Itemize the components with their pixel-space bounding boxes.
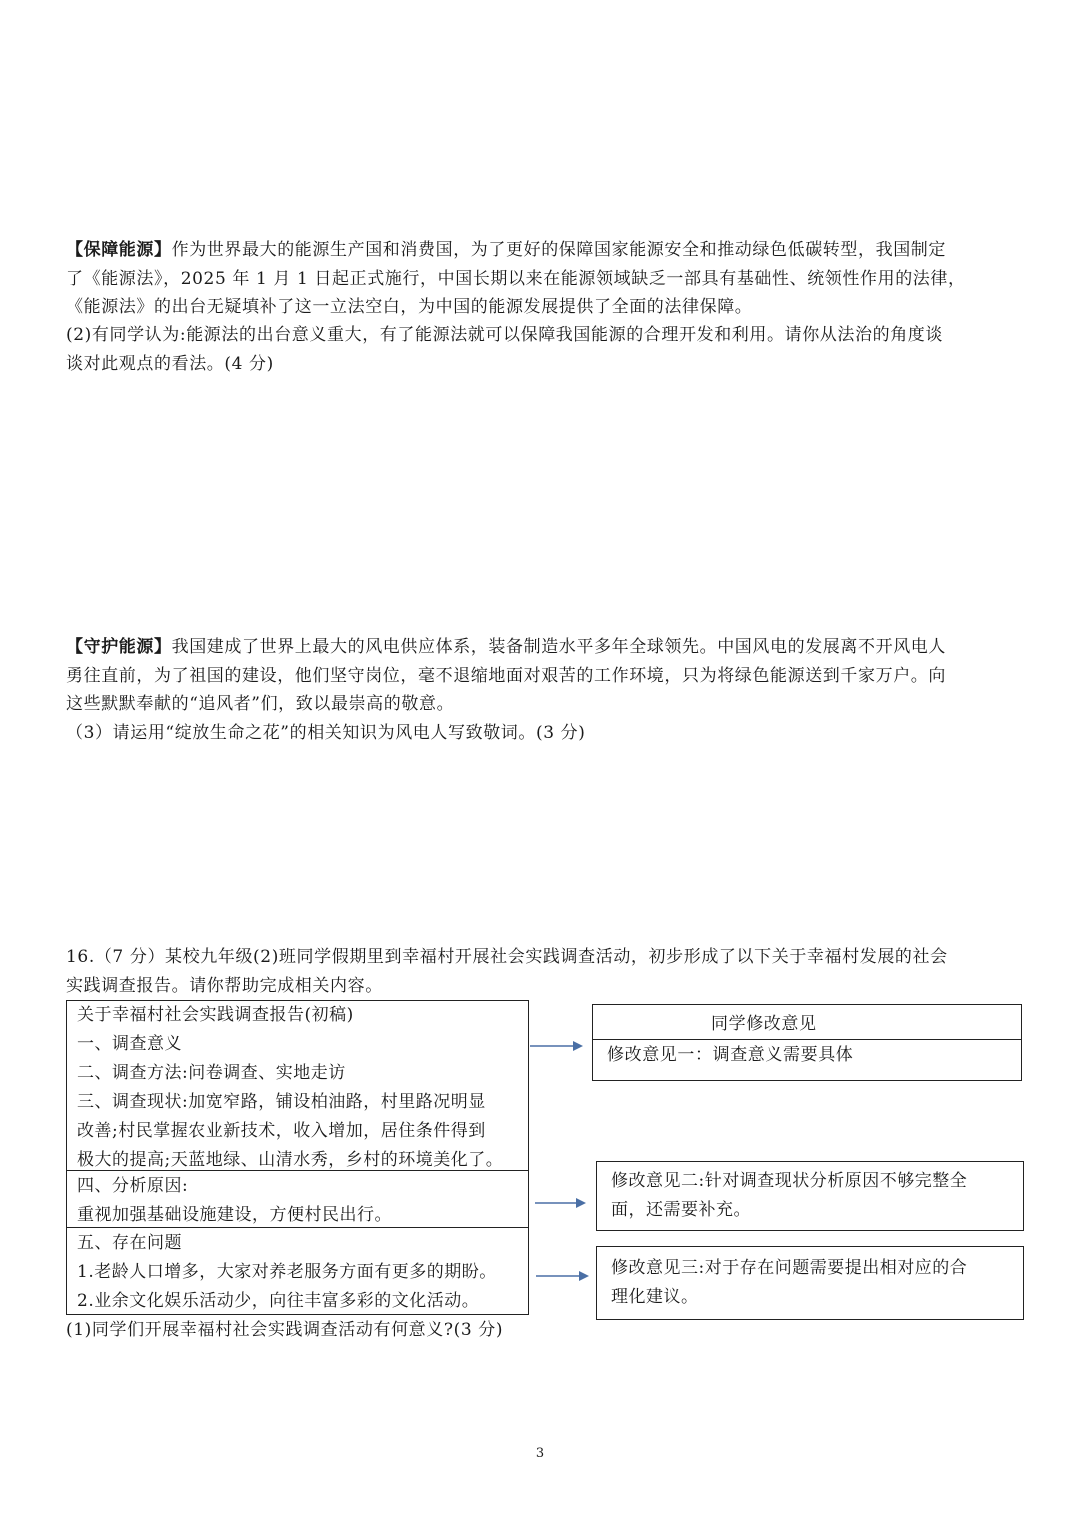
- report-problem-title: 五、存在问题: [77, 1233, 182, 1253]
- report-status-line: 改善;村民掌握农业新技术，收入增加，居住条件得到: [77, 1121, 486, 1141]
- arrow-right-icon: [535, 1268, 591, 1284]
- report-problem-item: 2.业余文化娱乐活动少，向往丰富多彩的文化活动。: [77, 1291, 480, 1311]
- question-2: [66, 321, 1018, 378]
- energy-protection-paragraph: [66, 633, 1018, 747]
- paragraph-line: 这些默默奉献的“追风者”们，致以最崇高的敬意。: [66, 694, 455, 714]
- report-significance: 一、调查意义: [77, 1034, 182, 1054]
- report-status-line: 三、调查现状:加宽窄路，铺设柏油路，村里路况明显: [77, 1092, 486, 1112]
- feedback-box-1: [592, 1004, 1022, 1081]
- question-3: （3）请运用“绽放生命之花”的相关知识为风电人写致敬词。(3 分): [66, 722, 586, 743]
- question-16-1: [66, 1316, 1018, 1345]
- report-cause-text: 重视加强基础设施建设，方便村民出行。: [77, 1205, 392, 1225]
- paragraph-line: 作为世界最大的能源生产国和消费国，为了更好的保障国家能源安全和推动绿色低碳转型，我国制定: [171, 240, 947, 260]
- feedback-opinion-2-line: 面，还需要补充。: [611, 1200, 751, 1220]
- report-divider: [67, 1170, 528, 1171]
- paragraph-line: 《能源法》的出台无疑填补了这一立法空白，为中国的能源发展提供了全面的法律保障。: [66, 297, 753, 317]
- question-line: 谈对此观点的看法。(4 分): [66, 353, 274, 374]
- feedback-opinion-3-line: 修改意见三:对于存在问题需要提出相对应的合: [611, 1258, 968, 1278]
- feedback-opinion-2-line: 修改意见二:针对调查现状分析原因不够完整全: [611, 1171, 968, 1191]
- feedback-opinion-3-line: 理化建议。: [611, 1287, 699, 1307]
- paragraph-line: 我国建成了世界上最大的风电供应体系，装备制造水平多年全球领先。中国风电的发展离不开风电人: [171, 637, 947, 657]
- report-problem-section: [67, 1229, 528, 1316]
- page-number: 3: [535, 1446, 545, 1461]
- report-draft-box: [66, 1000, 529, 1315]
- feedback-title: 同学修改意见: [593, 1005, 1021, 1040]
- report-top-section: [67, 1001, 528, 1175]
- energy-security-paragraph: [66, 236, 1018, 322]
- report-divider: [67, 1227, 528, 1228]
- feedback-opinion-1: 修改意见一：调查意义需要具体: [607, 1045, 854, 1065]
- report-status-line: 极大的提高;天蓝地绿、山清水秀，乡村的环境美化了。: [77, 1150, 504, 1170]
- sub-question-line: (1)同学们开展幸福村社会实践调查活动有何意义?(3 分): [66, 1320, 504, 1340]
- intro-line: 16.（7 分）某校九年级(2)班同学假期里到幸福村开展社会实践调查活动，初步形成了以下关于幸福村发展的社会: [66, 947, 948, 967]
- question-line: (2)有同学认为:能源法的出台意义重大，有了能源法就可以保障我国能源的合理开发和利用。请你从法治的角度谈: [66, 325, 944, 345]
- paragraph-line: 了《能源法》，2025 年 1 月 1 日起正式施行，中国长期以来在能源领域缺乏一部具有基础性、统领性作用的法律，: [66, 268, 966, 289]
- intro-line: 实践调查报告。请你帮助完成相关内容。: [66, 975, 383, 996]
- report-cause-title: 四、分析原因:: [77, 1176, 189, 1196]
- report-method: 二、调查方法:问卷调查、实地走访: [77, 1063, 346, 1083]
- paragraph-line: 勇往直前，为了祖国的建设，他们坚守岗位，毫不退缩地面对艰苦的工作环境，只为将绿色能源送到千家万户。向: [66, 665, 946, 686]
- report-cause-section: [67, 1172, 528, 1230]
- arrow-right-icon: [534, 1195, 588, 1211]
- report-problem-item: 1.老龄人口增多，大家对养老服务方面有更多的期盼。: [77, 1262, 497, 1282]
- energy-protection-heading: 【守护能源】: [66, 637, 172, 657]
- arrow-right-icon: [529, 1038, 585, 1054]
- report-title: 关于幸福村社会实践调查报告(初稿): [77, 1005, 354, 1025]
- energy-security-heading: 【保障能源】: [66, 240, 172, 260]
- question-16-intro: [66, 943, 1018, 1000]
- feedback-box-3: [596, 1246, 1024, 1320]
- feedback-box-2: [596, 1161, 1024, 1231]
